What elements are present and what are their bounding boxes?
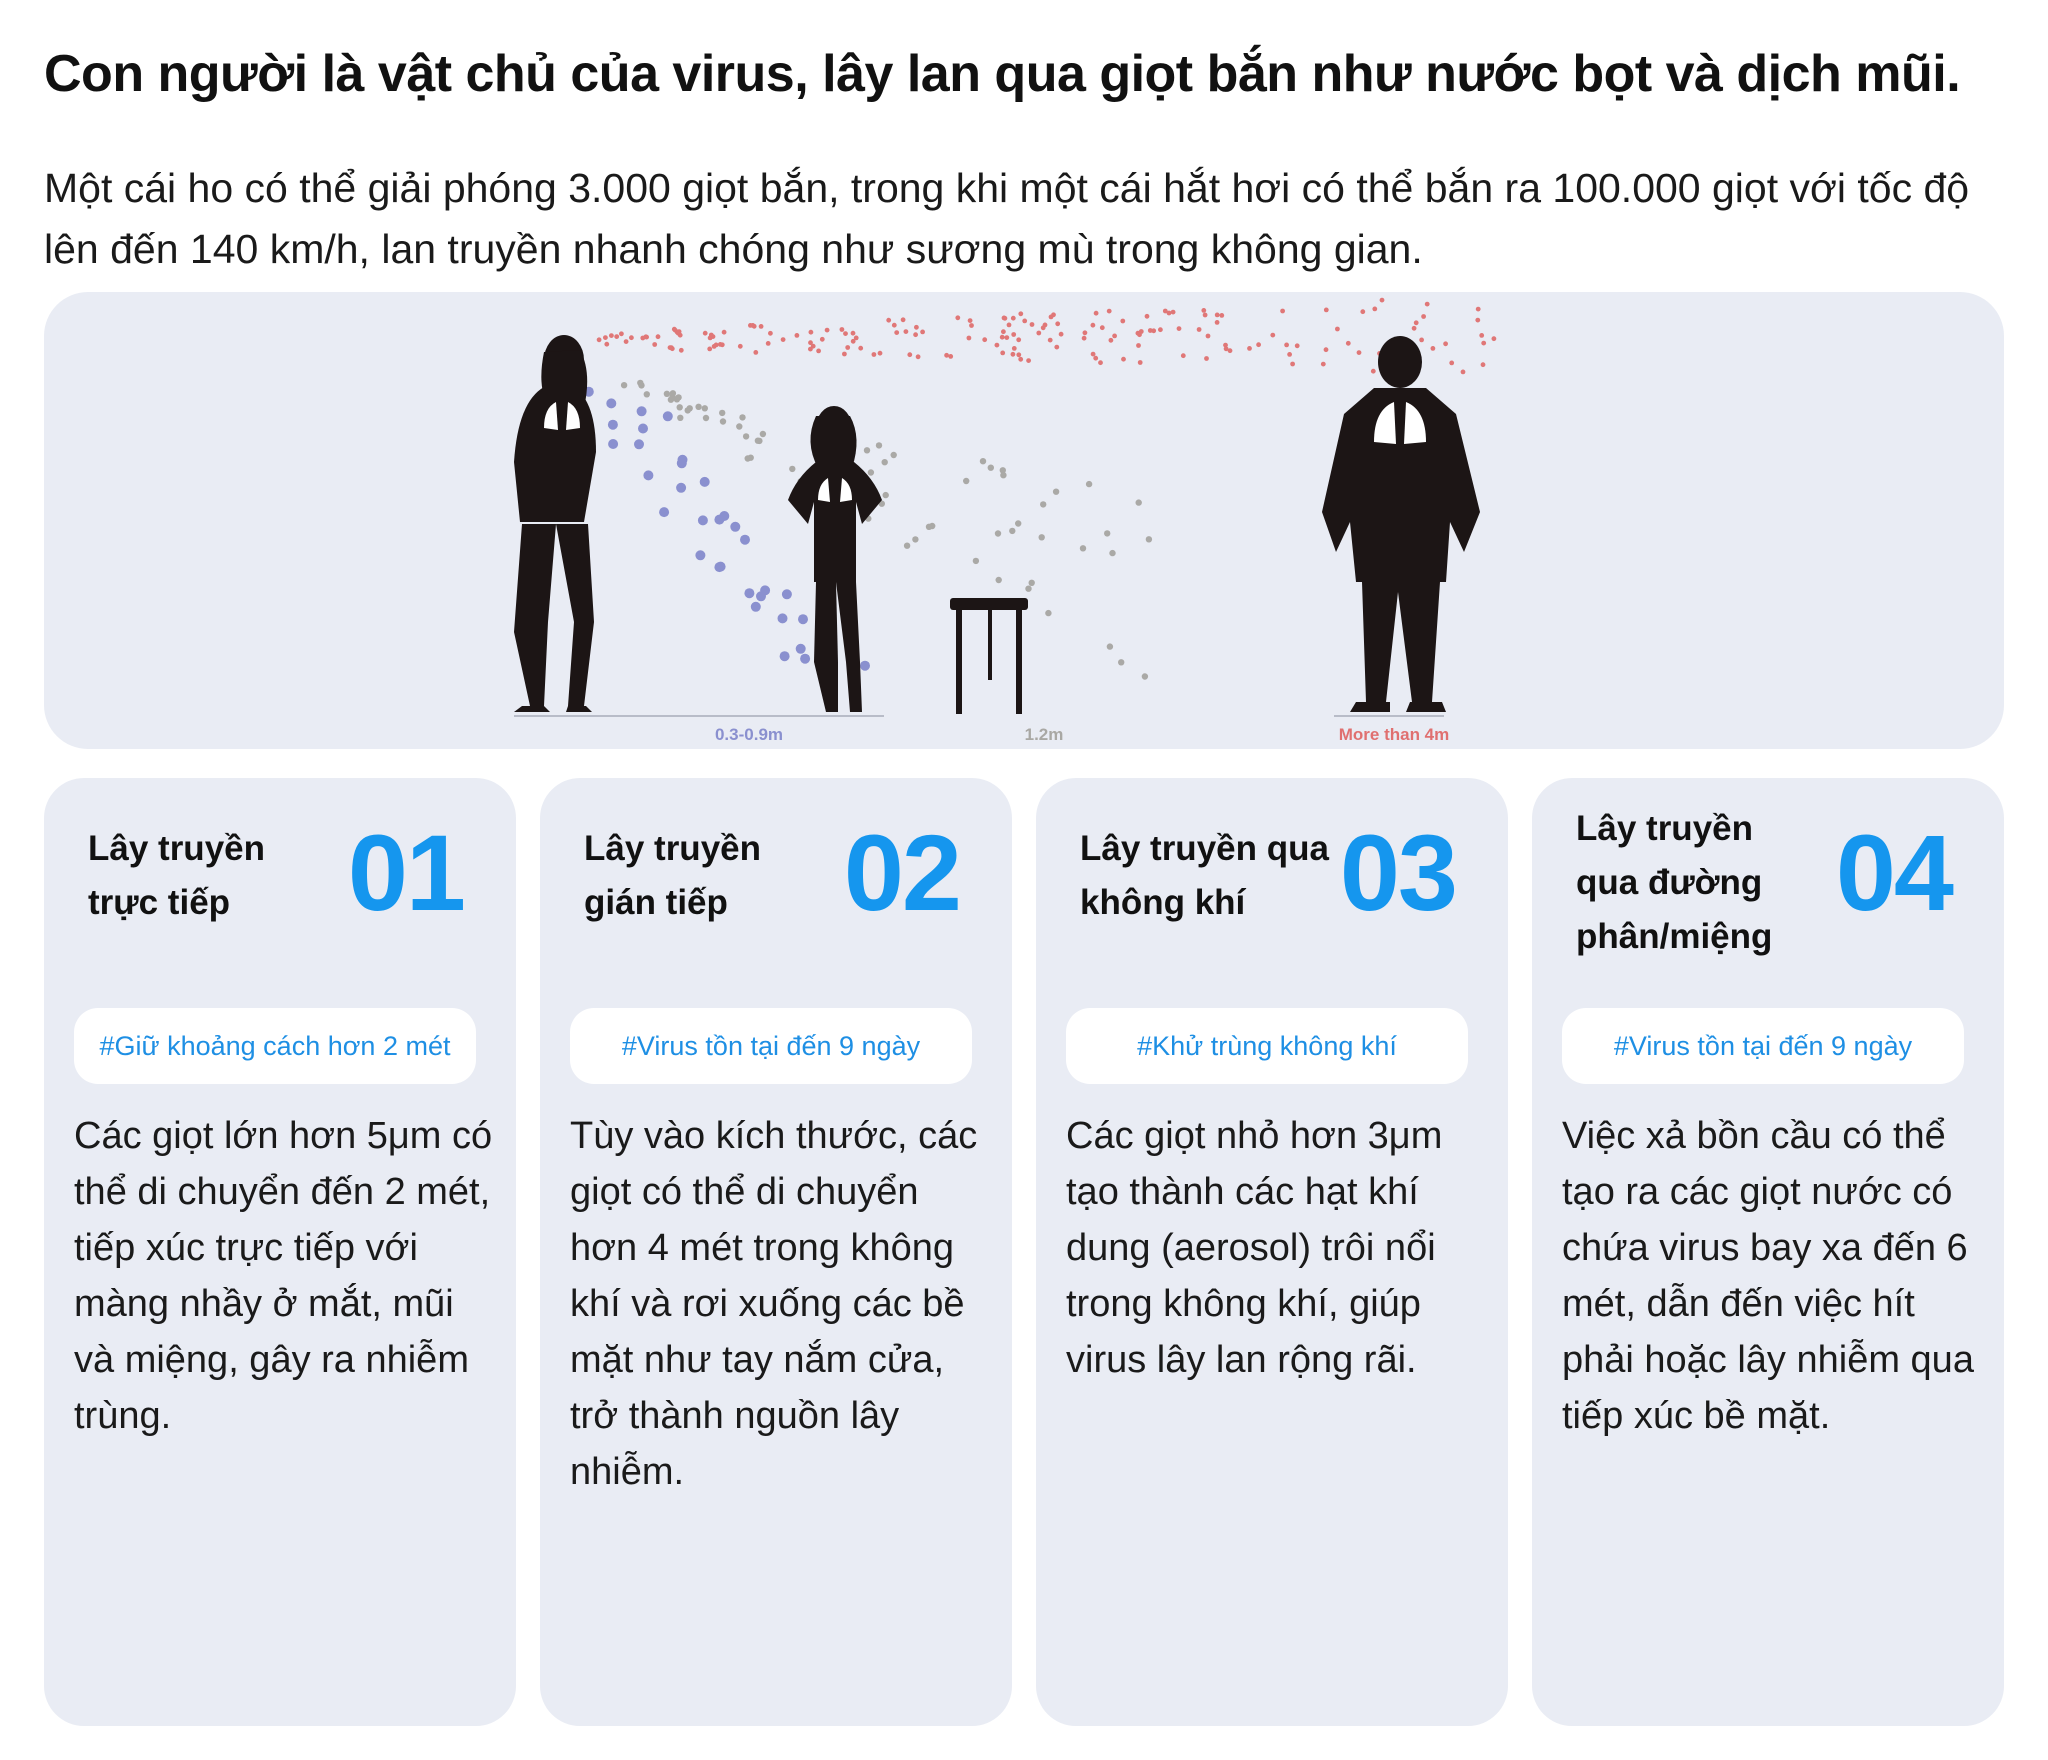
large-droplet bbox=[637, 406, 647, 416]
airborne-droplet bbox=[944, 353, 949, 358]
airborne-droplet bbox=[1421, 314, 1426, 319]
medium-droplet bbox=[719, 410, 725, 416]
airborne-droplet bbox=[840, 327, 845, 332]
airborne-droplet bbox=[1414, 320, 1419, 325]
medium-droplet bbox=[1029, 580, 1035, 586]
card-indirect-transmission bbox=[540, 778, 1012, 1726]
woman-coughing-figure bbox=[514, 335, 596, 712]
airborne-droplet bbox=[1138, 360, 1143, 365]
medium-droplet bbox=[677, 404, 683, 410]
airborne-droplet bbox=[1016, 337, 1021, 342]
airborne-droplet bbox=[1059, 332, 1064, 337]
distance-label-far: More than 4m bbox=[1338, 725, 1450, 744]
medium-droplet bbox=[1146, 536, 1152, 542]
medium-droplet bbox=[670, 390, 676, 396]
airborne-droplet bbox=[1036, 331, 1041, 336]
large-droplet bbox=[606, 398, 616, 408]
large-droplet bbox=[744, 588, 754, 598]
large-droplet bbox=[719, 511, 729, 521]
medium-droplet bbox=[755, 438, 761, 444]
airborne-droplet bbox=[619, 331, 624, 336]
airborne-droplet bbox=[1093, 356, 1098, 361]
airborne-droplet bbox=[1012, 346, 1017, 351]
airborne-droplet bbox=[1082, 336, 1087, 341]
card-airborne-transmission bbox=[1036, 778, 1508, 1726]
medium-droplet bbox=[789, 466, 795, 472]
airborne-droplet bbox=[851, 339, 856, 344]
medium-droplet bbox=[1142, 673, 1148, 679]
medium-droplet bbox=[677, 415, 683, 421]
airborne-droplet bbox=[1290, 362, 1295, 367]
airborne-droplet bbox=[644, 334, 649, 339]
card-body: Việc xả bồn cầu có thể tạo ra các giọt nước có chứa virus bay xa đến 6 mét, dẫn đến việc hít phải hoặc lây nhiễm qua tiếp xúc bề mặt. bbox=[1562, 1115, 1974, 1437]
card-body: Tùy vào kích thước, các giọt có thể di chuyển hơn 4 mét trong không khí và rơi xuống các bề mặt như tay nắm cửa, trở thành nguồn lây nhiễm. bbox=[570, 1115, 978, 1493]
medium-droplet bbox=[926, 524, 932, 530]
airborne-droplet bbox=[969, 323, 974, 328]
airborne-droplet bbox=[843, 331, 848, 336]
airborne-droplet bbox=[1145, 314, 1150, 319]
airborne-droplet bbox=[967, 336, 972, 341]
medium-droplet bbox=[736, 423, 742, 429]
card-title: Lây truyền trực tiếp bbox=[88, 829, 265, 922]
large-droplet bbox=[700, 477, 710, 487]
medium-droplet bbox=[973, 558, 979, 564]
airborne-droplet bbox=[656, 334, 661, 339]
medium-droplet bbox=[1053, 489, 1059, 495]
airborne-droplet bbox=[1000, 351, 1005, 356]
headline: Con người là vật chủ của virus, lây lan qua giọt bắn như nước bọt và dịch mũi. bbox=[44, 45, 1961, 103]
lead-paragraph: Một cái ho có thể giải phóng 3.000 giọt bắn, trong khi một cái hắt hơi có thể bắn ra 100.000 giọt với tốc độ lên đến 140 km/h, lan truyền nhanh chóng như sương mù trong không gian. bbox=[44, 165, 1970, 272]
medium-droplet bbox=[748, 455, 754, 461]
large-droplet bbox=[678, 455, 688, 465]
airborne-droplet bbox=[781, 337, 786, 342]
airborne-droplet bbox=[604, 342, 609, 347]
airborne-droplet bbox=[1091, 323, 1096, 328]
large-droplet bbox=[663, 411, 673, 421]
medium-droplet bbox=[1040, 501, 1046, 507]
large-droplet bbox=[798, 614, 808, 624]
airborne-droplet bbox=[1280, 309, 1285, 314]
medium-droplet bbox=[695, 404, 701, 410]
airborne-droplet bbox=[1100, 325, 1105, 330]
airborne-droplet bbox=[1181, 353, 1186, 358]
medium-droplet bbox=[637, 380, 643, 386]
airborne-droplet bbox=[1203, 313, 1208, 318]
airborne-droplet bbox=[1476, 307, 1481, 312]
airborne-droplet bbox=[842, 352, 847, 357]
airborne-droplet bbox=[1022, 319, 1027, 324]
card-number: 01 bbox=[347, 812, 464, 933]
medium-droplet bbox=[876, 442, 882, 448]
airborne-droplet bbox=[1091, 352, 1096, 357]
airborne-droplet bbox=[1256, 342, 1261, 347]
card-number: 04 bbox=[1835, 812, 1952, 933]
airborne-droplet bbox=[1215, 320, 1220, 325]
medium-droplet bbox=[1109, 550, 1115, 556]
medium-droplet bbox=[703, 415, 709, 421]
airborne-droplet bbox=[1136, 343, 1141, 348]
card-fecal-oral-transmission bbox=[1532, 778, 2004, 1726]
large-droplet bbox=[608, 420, 618, 430]
distance-label-mid: 1.2m bbox=[1024, 725, 1064, 744]
medium-droplet bbox=[760, 431, 766, 437]
airborne-droplet bbox=[995, 343, 1000, 348]
airborne-droplet bbox=[1197, 327, 1202, 332]
large-droplet bbox=[778, 613, 788, 623]
medium-droplet bbox=[912, 536, 918, 542]
medium-droplet bbox=[882, 459, 888, 465]
airborne-droplet bbox=[1481, 362, 1486, 367]
airborne-droplet bbox=[718, 342, 723, 347]
card-number: 03 bbox=[1339, 812, 1456, 933]
airborne-droplet bbox=[1287, 352, 1292, 357]
airborne-droplet bbox=[1171, 310, 1176, 315]
medium-droplet bbox=[674, 396, 680, 402]
large-droplet bbox=[780, 651, 790, 661]
airborne-droplet bbox=[766, 341, 771, 346]
airborne-droplet bbox=[825, 328, 830, 333]
airborne-droplet bbox=[1011, 332, 1016, 337]
airborne-droplet bbox=[1120, 319, 1125, 324]
medium-droplet bbox=[891, 452, 897, 458]
airborne-droplet bbox=[768, 331, 773, 336]
large-droplet bbox=[740, 535, 750, 545]
medium-droplet bbox=[883, 492, 889, 498]
airborne-droplet bbox=[872, 352, 877, 357]
medium-droplet bbox=[702, 405, 708, 411]
medium-droplet bbox=[1104, 530, 1110, 536]
medium-droplet bbox=[1009, 528, 1015, 534]
airborne-droplet bbox=[609, 333, 614, 338]
airborne-droplet bbox=[1219, 313, 1224, 318]
airborne-droplet bbox=[1371, 369, 1376, 374]
medium-droplet bbox=[1039, 534, 1045, 540]
card-title: Lây truyền qua không khí bbox=[1080, 829, 1329, 922]
airborne-droplet bbox=[1270, 333, 1275, 338]
airborne-droplet bbox=[808, 340, 813, 345]
airborne-droplet bbox=[914, 325, 919, 330]
airborne-droplet bbox=[1284, 343, 1289, 348]
airborne-droplet bbox=[894, 330, 899, 335]
medium-droplet bbox=[1045, 610, 1051, 616]
airborne-droplet bbox=[809, 330, 814, 335]
large-droplet bbox=[782, 589, 792, 599]
airborne-droplet bbox=[597, 337, 602, 342]
medium-droplet bbox=[1025, 586, 1031, 592]
medium-droplet bbox=[1000, 472, 1006, 478]
medium-droplet bbox=[1086, 481, 1092, 487]
airborne-droplet bbox=[1346, 341, 1351, 346]
airborne-droplet bbox=[1443, 341, 1448, 346]
card-tag: #Virus tồn tại đến 9 ngày bbox=[570, 1008, 972, 1084]
airborne-droplet bbox=[678, 333, 683, 338]
airborne-droplet bbox=[1206, 334, 1211, 339]
medium-droplet bbox=[1015, 520, 1021, 526]
airborne-droplets bbox=[597, 298, 1497, 375]
airborne-droplet bbox=[858, 346, 863, 351]
airborne-droplet bbox=[886, 318, 891, 323]
airborne-droplet bbox=[714, 343, 719, 348]
card-title: Lây truyền gián tiếp bbox=[584, 829, 761, 922]
airborne-droplet bbox=[1109, 338, 1114, 343]
airborne-droplet bbox=[845, 345, 850, 350]
airborne-droplet bbox=[1049, 315, 1054, 320]
airborne-droplet bbox=[1321, 362, 1326, 367]
airborne-droplet bbox=[1011, 352, 1016, 357]
medium-droplet bbox=[864, 447, 870, 453]
large-droplet bbox=[634, 439, 644, 449]
large-droplet bbox=[800, 654, 810, 664]
airborne-droplet bbox=[707, 347, 712, 352]
medium-droplet bbox=[743, 433, 749, 439]
airborne-droplet bbox=[913, 332, 918, 337]
airborne-droplet bbox=[1112, 334, 1117, 339]
airborne-droplet bbox=[1324, 308, 1329, 313]
medium-droplets bbox=[621, 380, 1152, 680]
airborne-droplet bbox=[722, 330, 727, 335]
large-droplet bbox=[751, 602, 761, 612]
airborne-droplet bbox=[1324, 347, 1329, 352]
airborne-droplet bbox=[892, 323, 897, 328]
airborne-droplet bbox=[920, 330, 925, 335]
medium-droplet bbox=[868, 469, 874, 475]
airborne-droplet bbox=[1479, 333, 1484, 338]
airborne-droplet bbox=[1475, 318, 1480, 323]
medium-droplet bbox=[644, 391, 650, 397]
airborne-droplet bbox=[816, 349, 821, 354]
medium-droplet bbox=[720, 418, 726, 424]
card-body: Các giọt lớn hơn 5μm có thể di chuyển đến 2 mét, tiếp xúc trực tiếp với màng nhầy ở mắt, mũi và miệng, gây ra nhiễm trùng. bbox=[74, 1115, 493, 1437]
airborne-droplet bbox=[1204, 356, 1209, 361]
medium-droplet bbox=[904, 543, 910, 549]
airborne-droplet bbox=[1158, 327, 1163, 332]
medium-droplet bbox=[1080, 545, 1086, 551]
large-droplet bbox=[638, 424, 648, 434]
airborne-droplet bbox=[916, 354, 921, 359]
airborne-droplet bbox=[907, 352, 912, 357]
airborne-droplet bbox=[1247, 346, 1252, 351]
airborne-droplet bbox=[1419, 338, 1424, 343]
airborne-droplet bbox=[1431, 346, 1436, 351]
airborne-droplet bbox=[1026, 358, 1031, 363]
large-droplet bbox=[756, 591, 766, 601]
card-direct-transmission bbox=[44, 778, 516, 1726]
distance-label-near: 0.3-0.9m bbox=[714, 725, 784, 744]
airborne-droplet bbox=[1041, 325, 1046, 330]
airborne-droplet bbox=[1094, 311, 1099, 316]
large-droplet bbox=[716, 562, 726, 572]
medium-droplet bbox=[1136, 499, 1142, 505]
medium-droplet bbox=[1118, 659, 1124, 665]
airborne-droplet bbox=[955, 315, 960, 320]
airborne-droplet bbox=[614, 334, 619, 339]
airborne-droplet bbox=[1003, 316, 1008, 321]
airborne-droplet bbox=[759, 324, 764, 329]
airborne-droplet bbox=[878, 351, 883, 356]
airborne-droplet bbox=[1372, 307, 1377, 312]
airborne-droplet bbox=[1335, 327, 1340, 332]
airborne-droplet bbox=[1030, 322, 1035, 327]
airborne-droplet bbox=[1481, 341, 1486, 346]
airborne-droplet bbox=[603, 335, 608, 340]
airborne-droplet bbox=[750, 323, 755, 328]
airborne-droplet bbox=[1412, 326, 1417, 331]
medium-droplet bbox=[980, 458, 986, 464]
airborne-droplet bbox=[1004, 335, 1009, 340]
illustration-svg bbox=[44, 292, 2004, 749]
airborne-droplet bbox=[703, 331, 708, 336]
airborne-droplet bbox=[1098, 360, 1103, 365]
airborne-droplet bbox=[901, 317, 906, 322]
airborne-droplet bbox=[1000, 335, 1005, 340]
airborne-droplet bbox=[1201, 308, 1206, 313]
medium-droplet bbox=[995, 530, 1001, 536]
airborne-droplet bbox=[1001, 329, 1006, 334]
airborne-droplet bbox=[679, 348, 684, 353]
airborne-droplet bbox=[1360, 309, 1365, 314]
card-tag: #Giữ khoảng cách hơn 2 mét bbox=[74, 1008, 476, 1084]
airborne-droplet bbox=[1449, 361, 1454, 366]
stool bbox=[950, 598, 1028, 714]
airborne-droplet bbox=[1492, 336, 1497, 341]
medium-droplet bbox=[664, 391, 670, 397]
large-droplet bbox=[608, 439, 618, 449]
airborne-droplet bbox=[1224, 346, 1229, 351]
airborne-droplet bbox=[1121, 357, 1126, 362]
card-body: Các giọt nhỏ hơn 3μm tạo thành các hạt khí dung (aerosol) trôi nổi trong không khí, giúp virus lây lan rộng rãi. bbox=[1066, 1115, 1443, 1381]
large-droplet bbox=[659, 507, 669, 517]
transmission-illustration bbox=[44, 292, 2004, 749]
airborne-droplet bbox=[1137, 332, 1142, 337]
airborne-droplet bbox=[795, 333, 800, 338]
airborne-droplet bbox=[629, 335, 634, 340]
airborne-droplet bbox=[1177, 326, 1182, 331]
airborne-droplet bbox=[1215, 313, 1220, 318]
airborne-droplet bbox=[1461, 370, 1466, 375]
large-droplet bbox=[695, 550, 705, 560]
airborne-droplet bbox=[753, 350, 758, 355]
large-droplet bbox=[796, 644, 806, 654]
medium-droplet bbox=[685, 407, 691, 413]
airborne-droplet bbox=[738, 344, 743, 349]
airborne-droplet bbox=[1107, 309, 1112, 314]
airborne-droplet bbox=[1357, 350, 1362, 355]
medium-droplet bbox=[1107, 643, 1113, 649]
airborne-droplet bbox=[1163, 309, 1168, 314]
airborne-droplet bbox=[709, 333, 714, 338]
medium-droplet bbox=[996, 577, 1002, 583]
airborne-droplet bbox=[948, 354, 953, 359]
large-droplet bbox=[698, 515, 708, 525]
large-droplet bbox=[676, 483, 686, 493]
medium-droplet bbox=[963, 478, 969, 484]
airborne-droplet bbox=[1018, 311, 1023, 316]
airborne-droplet bbox=[1016, 352, 1021, 357]
large-droplet bbox=[860, 661, 870, 671]
man-standing-figure bbox=[1322, 336, 1480, 712]
airborne-droplet bbox=[1007, 323, 1012, 328]
airborne-droplet bbox=[820, 337, 825, 342]
airborne-droplet bbox=[1054, 345, 1059, 350]
airborne-droplet bbox=[968, 318, 973, 323]
medium-droplet bbox=[739, 414, 745, 420]
airborne-droplet bbox=[1083, 330, 1088, 335]
airborne-droplet bbox=[668, 345, 673, 350]
card-tag: #Virus tồn tại đến 9 ngày bbox=[1562, 1008, 1964, 1084]
large-droplet bbox=[643, 470, 653, 480]
airborne-droplet bbox=[1055, 321, 1060, 326]
airborne-droplet bbox=[1018, 357, 1023, 362]
card-tag: #Khử trùng không khí bbox=[1066, 1008, 1468, 1084]
airborne-droplet bbox=[652, 342, 657, 347]
medium-droplet bbox=[988, 465, 994, 471]
airborne-droplet bbox=[982, 337, 987, 342]
airborne-droplet bbox=[1425, 302, 1430, 307]
medium-droplet bbox=[621, 382, 627, 388]
airborne-droplet bbox=[624, 339, 629, 344]
airborne-droplet bbox=[1148, 328, 1153, 333]
large-droplet bbox=[730, 522, 740, 532]
airborne-droplet bbox=[851, 331, 856, 336]
airborne-droplet bbox=[1295, 343, 1300, 348]
airborne-droplet bbox=[1380, 298, 1385, 303]
airborne-droplet bbox=[1011, 316, 1016, 321]
airborne-droplet bbox=[904, 329, 909, 334]
card-title: Lây truyền qua đường phân/miệng bbox=[1576, 809, 1773, 956]
airborne-droplet bbox=[1048, 338, 1053, 343]
card-number: 02 bbox=[843, 812, 960, 933]
